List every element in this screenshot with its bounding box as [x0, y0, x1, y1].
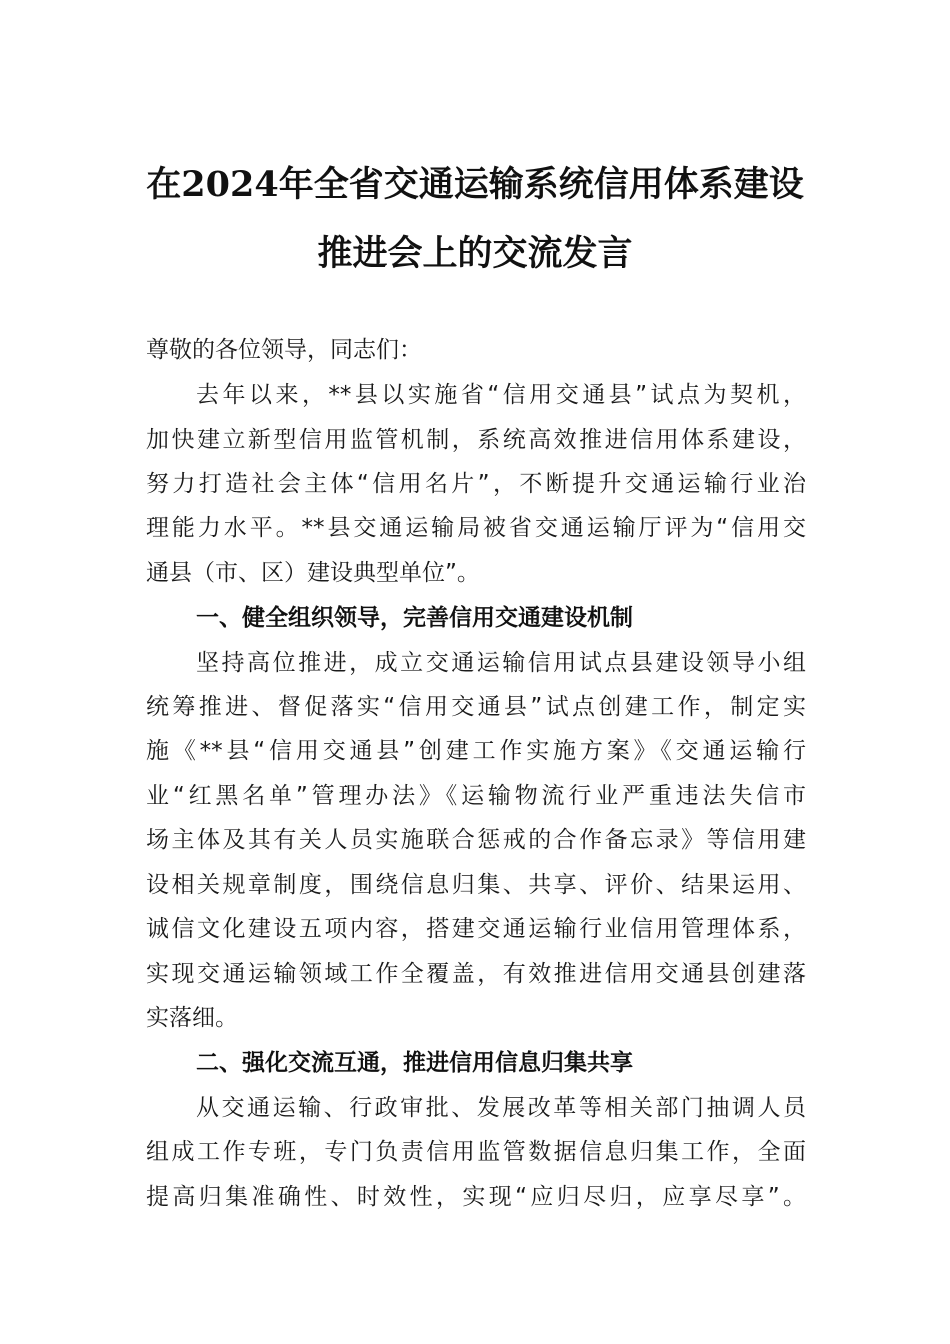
section-1-paragraph-line: 统筹推进、督促落实“信用交通县”试点创建工作，制定实 [146, 694, 806, 720]
section-2-heading: 二、强化交流互通，推进信用信息归集共享 [196, 1050, 633, 1076]
intro-paragraph-line: 去年以来，**县以实施省“信用交通县”试点为契机， [196, 382, 806, 408]
intro-paragraph-line: 加快建立新型信用监管机制，系统高效推进信用体系建设， [146, 427, 806, 453]
section-2-paragraph-line: 组成工作专班，专门负责信用监管数据信息归集工作，全面 [146, 1139, 806, 1165]
section-1-paragraph-line: 场主体及其有关人员实施联合惩戒的合作备忘录》等信用建 [146, 827, 806, 853]
section-1-paragraph-line: 诚信文化建设五项内容，搭建交通运输行业信用管理体系， [146, 916, 806, 942]
section-1-heading: 一、健全组织领导，完善信用交通建设机制 [196, 605, 633, 631]
intro-paragraph-line: 努力打造社会主体“信用名片”，不断提升交通运输行业治 [146, 471, 806, 497]
document-title-line-1: 在2024年全省交通运输系统信用体系建设 [146, 164, 804, 205]
section-1-paragraph-line: 坚持高位推进，成立交通运输信用试点县建设领导小组 [196, 650, 806, 676]
intro-paragraph-line: 通县（市、区）建设典型单位”。 [146, 560, 480, 586]
section-1-paragraph-line: 实现交通运输领域工作全覆盖，有效推进信用交通县创建落 [146, 961, 806, 987]
section-1-paragraph-line: 施《**县“信用交通县”创建工作实施方案》《交通运输行 [146, 738, 806, 764]
section-1-paragraph-line: 业“红黑名单”管理办法》《运输物流行业严重违法失信市 [146, 783, 806, 809]
intro-paragraph-line: 理能力水平。**县交通运输局被省交通运输厅评为“信用交 [146, 515, 806, 541]
section-2-paragraph-line: 提高归集准确性、时效性，实现“应归尽归，应享尽享”。 [146, 1184, 806, 1210]
section-1-paragraph-line: 设相关规章制度，围绕信息归集、共享、评价、结果运用、 [146, 872, 806, 898]
salutation: 尊敬的各位领导，同志们： [146, 337, 422, 363]
document-title-line-2: 推进会上的交流发言 [317, 233, 633, 274]
section-2-paragraph-line: 从交通运输、行政审批、发展改革等相关部门抽调人员 [196, 1095, 806, 1121]
section-1-paragraph-line: 实落细。 [146, 1005, 238, 1031]
